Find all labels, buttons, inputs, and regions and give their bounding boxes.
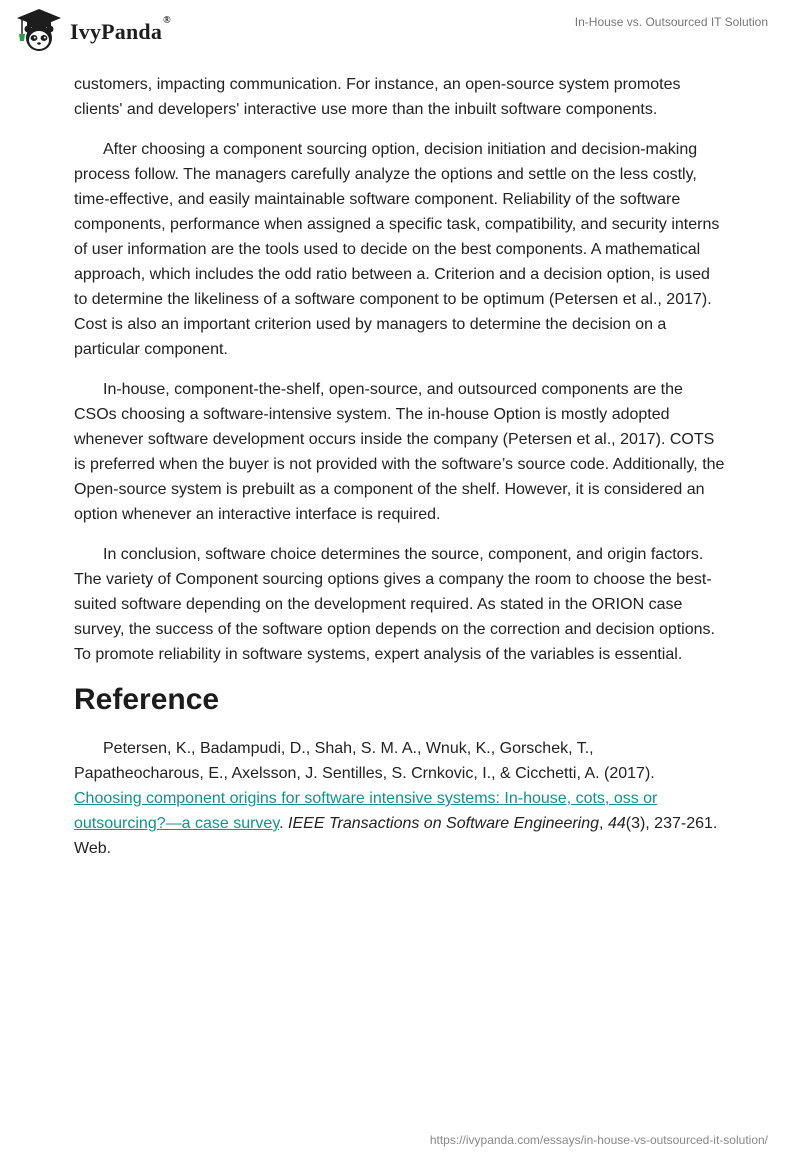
body-paragraph: In-house, component-the-shelf, open-source, and outsourced components are the CSOs choosing a software-intensive system. The in-house Option is mostly adopted whenever software development occurs inside the company (Petersen et al., 2017). COTS is preferred when the buyer is not provided with the software’s source code. Additionally, the Open-source system is prebuilt as a component of the shelf. However, it is considered an option whenever an interactive interface is required. bbox=[74, 381, 725, 523]
reference-authors: Petersen, K., Badampudi, D., Shah, S. M. A., Wnuk, K., Gorschek, T., Papatheocharous, E., Axelsson, J. Sentilles, S. Crnkovic, I., & Cicchetti, A. (2017). bbox=[74, 740, 655, 782]
panda-graduation-icon bbox=[14, 8, 64, 54]
reference-volume: 44 bbox=[607, 815, 626, 832]
reference-journal: IEEE Transactions on Software Engineering bbox=[288, 815, 600, 832]
essay-content bbox=[74, 72, 726, 876]
reference-period: . bbox=[279, 815, 284, 832]
logo-text: IvyPanda® bbox=[70, 15, 171, 44]
reference-issue-pages: (3), 237-261. Web. bbox=[74, 815, 718, 857]
footer-url[interactable]: https://ivypanda.com/essays/in-house-vs-outsourced-it-solution/ bbox=[429, 1133, 768, 1147]
reference-entry bbox=[74, 736, 726, 861]
reference-title-link[interactable]: Choosing component origins for software intensive systems: In-house, cots, oss or outsourcing?—a case survey bbox=[74, 790, 658, 832]
body-paragraph: customers, impacting communication. For instance, an open-source system promotes clients' and developers' interactive use more than the inbuilt software components. bbox=[74, 76, 681, 118]
ivypanda-logo[interactable] bbox=[14, 8, 171, 54]
body-paragraph: In conclusion, software choice determines the source, component, and origin factors. The variety of Component sourcing options gives a company the room to choose the best-suited software depending on the development required. As stated in the ORION case survey, the success of the software option depends on the correction and decision options. To promote reliability in software systems, expert analysis of the variables is essential. bbox=[74, 546, 715, 663]
document-title: In-House vs. Outsourced IT Solution bbox=[574, 15, 768, 29]
registered-mark: ® bbox=[163, 15, 171, 26]
body-paragraph: After choosing a component sourcing option, decision initiation and decision-making process follow. The managers carefully analyze the options and settle on the less costly, time-effective, and easily maintainable software component. Reliability of the software components, performance when assigned a specific task, compatibility, and security interns of user information are the tools used to decide on the best components. A mathematical approach, which includes the odd ratio between a. Criterion and a decision option, is used to determine the likeliness of a software component to be optimum (Petersen et al., 2017). Cost is also an important criterion used by managers to determine the decision on a particular component. bbox=[74, 141, 720, 358]
page-header bbox=[0, 0, 800, 70]
reference-heading: Reference bbox=[74, 683, 220, 716]
reference-comma: , bbox=[599, 815, 604, 832]
